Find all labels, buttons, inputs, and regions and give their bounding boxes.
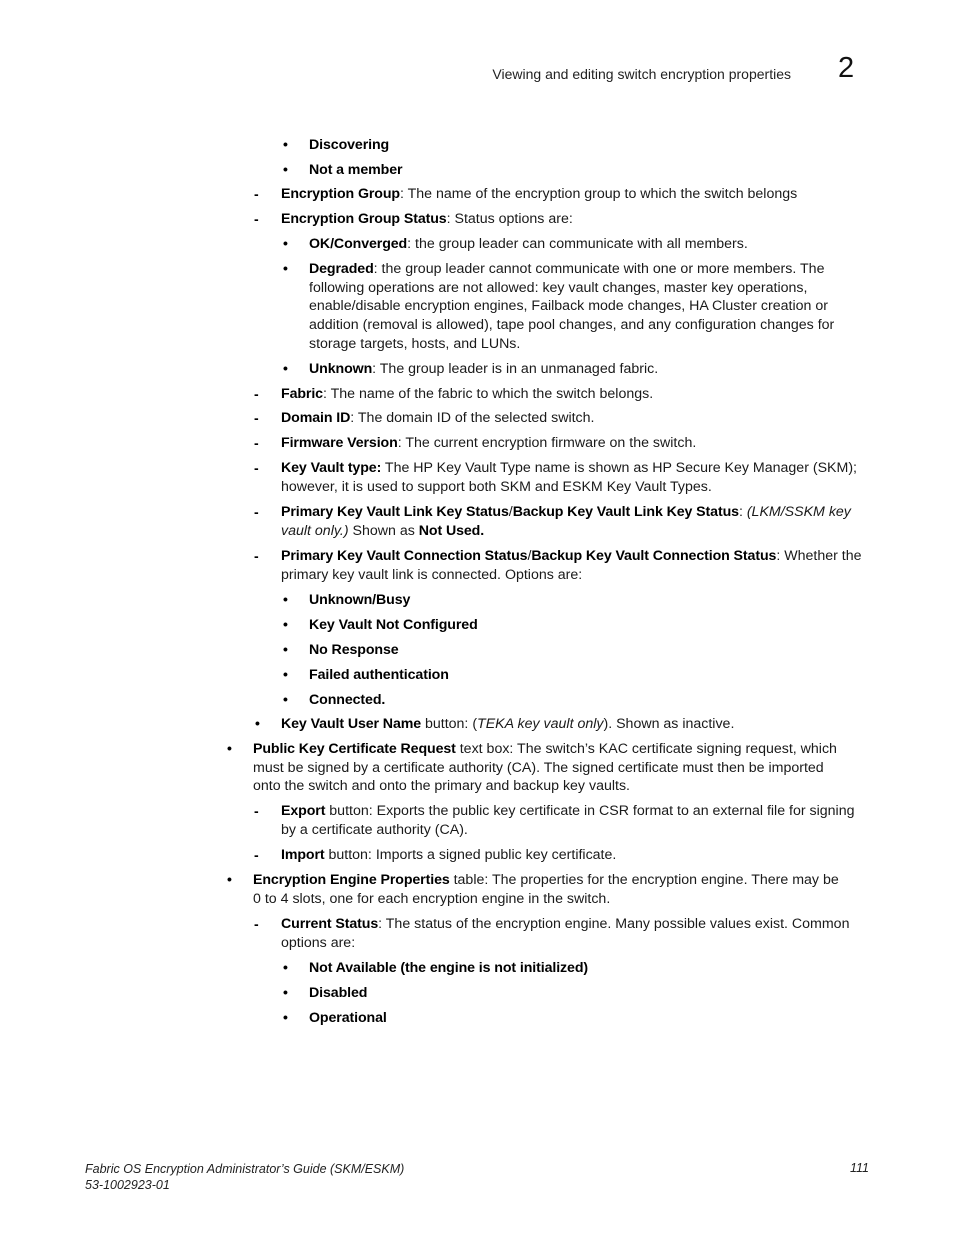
description: : Status options are: <box>446 211 573 227</box>
description: The HP Key Vault Type name is shown as HP Secure Key Manager (SKM); <box>381 460 857 476</box>
description: onto the switch and onto the primary and backup key vaults. <box>253 778 630 795</box>
description: : The domain ID of the selected switch. <box>350 410 595 426</box>
list-item <box>309 161 899 180</box>
term-domain-id: Domain ID <box>281 410 351 426</box>
note: (LKM/SSKM key <box>746 504 851 520</box>
list-item <box>281 210 871 229</box>
bullet-icon: • <box>255 715 260 731</box>
page-number: 111 <box>849 1161 869 1175</box>
list-item <box>281 846 871 865</box>
bullet-icon: • <box>283 1009 288 1025</box>
description: : The current encryption firmware on the switch. <box>397 435 697 451</box>
bullet-icon: • <box>283 360 288 376</box>
list-item <box>309 666 899 685</box>
term-backup-link-status: Backup Key Vault Link Key Status <box>512 504 739 520</box>
term-backup-connection-status: Backup Key Vault Connection Status <box>531 548 777 564</box>
bullet-icon: • <box>227 871 232 887</box>
bullet-icon: • <box>283 641 288 657</box>
list-item <box>281 547 871 584</box>
description: : Whether the <box>776 548 862 564</box>
description: must be signed by a certificate authority (CA). The signed certificate must then be imported <box>253 759 824 776</box>
description: enable/disable encryption engines, Failback mode changes, HA Cluster creation or <box>309 298 828 315</box>
option-connected: Connected. <box>309 692 386 708</box>
description: ). Shown as inactive. <box>603 716 735 732</box>
description: following operations are not allowed: key vault changes, master key operations, <box>309 279 808 296</box>
bullet-icon: • <box>283 959 288 975</box>
description: text box: The switch’s KAC certificate signing request, which <box>455 741 837 757</box>
description: button: Exports the public key certificate in CSR format to an external file for signing <box>325 803 855 819</box>
list-item <box>281 915 871 952</box>
description: Shown as <box>348 522 419 539</box>
description: by a certificate authority (CA). <box>281 821 468 838</box>
option-no-response: No Response <box>309 642 399 658</box>
description: : The name of the fabric to which the switch belongs. <box>322 386 654 402</box>
value-not-used: Not Used. <box>418 522 485 539</box>
term-primary-link-status: Primary Key Vault Link Key Status <box>281 504 509 520</box>
list-item <box>309 360 899 379</box>
description: : The status of the encryption engine. Many possible values exist. Common <box>378 916 850 932</box>
bullet-icon: • <box>283 616 288 632</box>
term-encryption-engine-properties: Encryption Engine Properties <box>253 872 450 888</box>
description: : the group leader cannot communicate with one or more members. The <box>373 261 825 277</box>
bullet-icon: • <box>283 235 288 251</box>
description: : The name of the encryption group to which the switch belongs <box>400 186 798 202</box>
dash-icon: - <box>254 211 259 227</box>
list-item <box>281 434 871 453</box>
term-import: Import <box>281 847 325 863</box>
dash-icon: - <box>254 460 259 476</box>
term-key-vault-user-name: Key Vault User Name <box>281 716 422 732</box>
bullet-icon: • <box>227 740 232 756</box>
status-not-available: Not Available (the engine is not initialized) <box>309 960 589 976</box>
dash-icon: - <box>254 847 259 863</box>
term-current-status: Current Status <box>281 916 379 932</box>
list-item <box>309 616 899 635</box>
list-item <box>309 136 899 155</box>
note: vault only.) <box>281 522 349 539</box>
list-item <box>281 409 871 428</box>
list-item <box>281 503 871 540</box>
term-ok-converged: OK/Converged <box>309 236 408 252</box>
option-kv-not-configured: Key Vault Not Configured <box>309 617 478 633</box>
dash-icon: - <box>254 186 259 202</box>
description: button: Imports a signed public key certificate. <box>324 847 617 863</box>
description: 0 to 4 slots, one for each encryption engine in the switch. <box>253 890 611 907</box>
chapter-number: 2 <box>838 52 855 84</box>
list-item <box>281 459 871 496</box>
status-disabled: Disabled <box>309 985 368 1001</box>
list-item <box>309 260 869 354</box>
bullet-icon: • <box>283 161 288 177</box>
dash-icon: - <box>254 548 259 564</box>
separator: : <box>738 504 747 520</box>
list-item <box>309 959 899 978</box>
term-degraded: Degraded <box>309 261 374 277</box>
description: primary key vault link is connected. Options are: <box>281 566 583 583</box>
dash-icon: - <box>254 435 259 451</box>
dash-icon: - <box>254 803 259 819</box>
list-item <box>309 235 899 254</box>
list-item <box>309 984 899 1003</box>
bullet-icon: • <box>283 260 288 276</box>
doc-title: Fabric OS Encryption Administrator’s Guide (SKM/ESKM) <box>85 1162 405 1176</box>
list-item <box>253 740 873 796</box>
list-item <box>281 802 871 839</box>
bullet-icon: • <box>283 691 288 707</box>
list-item <box>309 1009 899 1028</box>
list-item <box>309 691 899 710</box>
option-unknown-busy: Unknown/Busy <box>309 592 411 608</box>
list-item <box>309 641 899 660</box>
dash-icon: - <box>254 410 259 426</box>
option-failed-auth: Failed authentication <box>309 667 449 683</box>
page-header <box>0 0 954 110</box>
bullet-icon: • <box>283 666 288 682</box>
doc-number: 53-1002923-01 <box>85 1178 170 1192</box>
list-item <box>309 591 899 610</box>
description: addition (removal is allowed), tape pool changes, and any configuration changes for <box>309 317 835 334</box>
term-fabric: Fabric <box>281 386 323 402</box>
dash-icon: - <box>254 504 259 520</box>
page-footer <box>85 1161 404 1193</box>
list-item <box>281 385 871 404</box>
list-item <box>281 715 871 734</box>
separator: / <box>527 548 532 564</box>
description: table: The properties for the encryption engine. There may be <box>449 872 839 888</box>
description: options are: <box>281 934 356 951</box>
description: button: ( <box>421 716 478 732</box>
option-discovering: Discovering <box>309 137 390 153</box>
term-encryption-group: Encryption Group <box>281 186 400 202</box>
term-firmware-version: Firmware Version <box>281 435 398 451</box>
list-item <box>253 871 873 908</box>
term-export: Export <box>281 803 326 819</box>
term-unknown: Unknown <box>309 361 373 377</box>
description: however, it is used to support both SKM and ESKM Key Vault Types. <box>281 478 712 495</box>
note: TEKA key vault only <box>477 716 604 732</box>
term-key-vault-type: Key Vault type: <box>281 460 382 476</box>
option-not-member: Not a member <box>309 162 403 178</box>
bullet-icon: • <box>283 136 288 152</box>
list-item <box>281 185 871 204</box>
bullet-icon: • <box>283 984 288 1000</box>
term-encryption-group-status: Encryption Group Status <box>281 211 447 227</box>
status-operational: Operational <box>309 1010 387 1026</box>
description: : the group leader can communicate with all members. <box>407 236 748 252</box>
bullet-icon: • <box>283 591 288 607</box>
dash-icon: - <box>254 386 259 402</box>
description: storage targets, hosts, and LUNs. <box>309 335 521 352</box>
term-primary-connection-status: Primary Key Vault Connection Status <box>281 548 528 564</box>
description: : The group leader is in an unmanaged fabric. <box>372 361 659 377</box>
section-title: Viewing and editing switch encryption properties <box>492 66 791 82</box>
separator: / <box>508 504 513 520</box>
term-public-key-cert-request: Public Key Certificate Request <box>253 741 456 757</box>
dash-icon: - <box>254 916 259 932</box>
